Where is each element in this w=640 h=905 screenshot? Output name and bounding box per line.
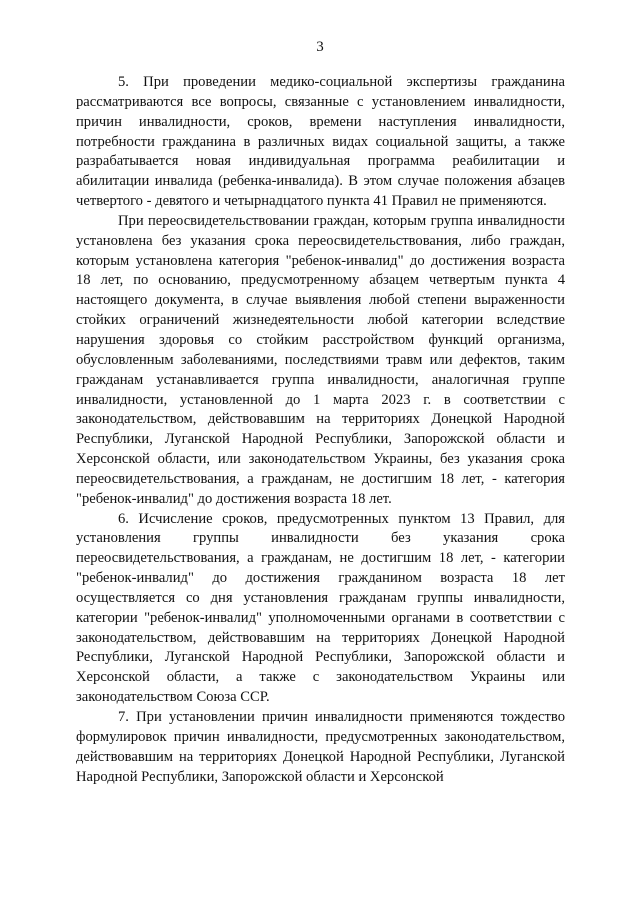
document-body: [76, 73, 565, 787]
page-number: 3: [316, 39, 324, 55]
paragraph-item-7: 7. При установлении причин инвалидности применяются тождество формулировок причин инвалидности, предусмотренных законодательством, действовавшим на территориях Донецкой Народной Республики, Луганской Народной Республики, Запорожской области и Херсонской: [76, 709, 565, 785]
paragraph-item-6: 6. Исчисление сроков, предусмотренных пунктом 13 Правил, для установления группы инвалидности без указания срока переосвидетельствования, а гражданам, не достигшим 18 лет, - категории "ребенок-инвалид" до достижения гражданином возраста 18 лет осуществляется со дня установления гражданам группы инвалидности, категории "ребенок-инвалид" уполномоченными органами в соответствии с законодательством, действовавшим на территориях Донецкой Народной Республики, Луганской Народной Республики, Запорожской области и Херсонской области, а также с законодательством Украины или законодательством Союза ССР.: [76, 510, 565, 706]
paragraph-reexamination: При переосвидетельствовании граждан, которым группа инвалидности установлена без указания срока переосвидетельствования, либо граждан, которым установлена категория "ребенок-инвалид" до достижения возраста 18 лет, по основанию, предусмотренному абзацем четвертым пункта 4 настоящего документа, в случае выявления любой степени выраженности стойких ограничений жизнедеятельности любой категории вследствие нарушения здоровья со стойким расстройством функций организма, обусловленным заболеваниями, последствиями травм или дефектов, таким гражданам устанавливается группа инвалидности, аналогичная группе инвалидности, установленной до 1 марта 2023 г. в соответствии с законодательством, действовавшим на территориях Донецкой Народной Республики, Луганской Народной Республики, Запорожской области и Херсонской области, или законодательством Украины, без указания срока переосвидетельствования, а гражданам, не достигшим 18 лет, - категория "ребенок-инвалид" до достижения возраста 18 лет.: [76, 212, 565, 507]
paragraph-item-5: 5. При проведении медико-социальной экспертизы гражданина рассматриваются все вопросы, связанные с установлением инвалидности, причин инвалидности, сроков, времени наступления инвалидности, потребности гражданина в различных видах социальной защиты, а также разрабатывается новая индивидуальная программа реабилитации и абилитации инвалида (ребенка-инвалида). В этом случае положения абзацев четвертого - девятого и четырнадцатого пункта 41 Правил не применяются.: [76, 74, 565, 210]
